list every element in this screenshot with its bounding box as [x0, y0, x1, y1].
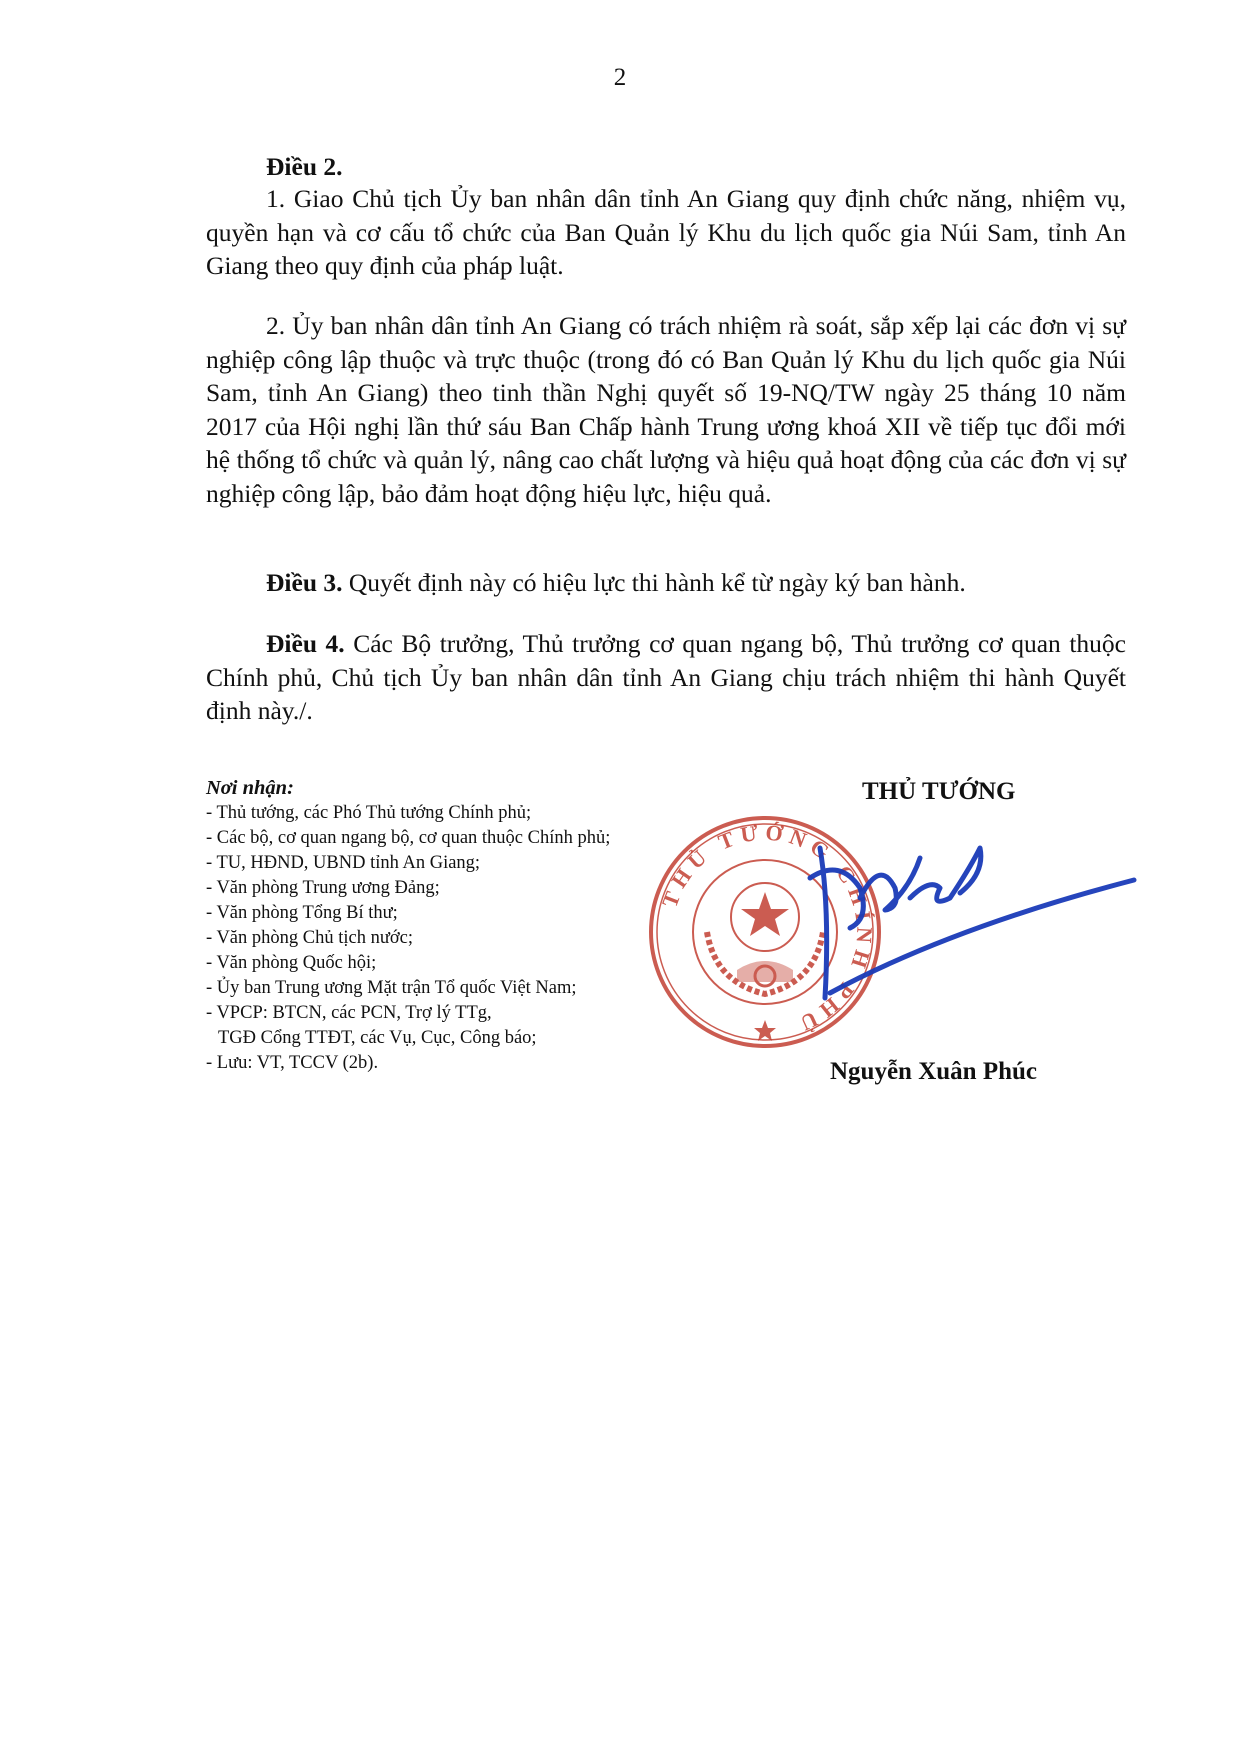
article-4	[206, 627, 1126, 728]
recipient-item: - TU, HĐND, UBND tỉnh An Giang;	[206, 853, 481, 873]
recipient-item: - Các bộ, cơ quan ngang bộ, cơ quan thuộc Chính phủ;	[206, 828, 611, 848]
recipient-item: - Thủ tướng, các Phó Thủ tướng Chính phủ;	[206, 803, 532, 823]
article-2-heading: Điều 2.	[266, 152, 343, 181]
signer-name: Nguyễn Xuân Phúc	[830, 1058, 1037, 1085]
article-3-label: Điều 3.	[266, 568, 343, 597]
signer-title: THỦ TƯỚNG	[862, 778, 1016, 805]
recipient-item: - Ủy ban Trung ương Mặt trận Tổ quốc Việt Nam;	[206, 978, 577, 998]
recipient-item: TGĐ Cổng TTĐT, các Vụ, Cục, Công báo;	[218, 1028, 537, 1048]
recipient-item: - VPCP: BTCN, các PCN, Trợ lý TTg,	[206, 1003, 492, 1023]
article-2-paragraph-1	[206, 182, 1126, 283]
recipient-item: - Văn phòng Chủ tịch nước;	[206, 928, 414, 948]
article-2-paragraph-2-text: 2. Ủy ban nhân dân tỉnh An Giang có trách nhiệm rà soát, sắp xếp lại các đơn vị sự nghiệp công lập thuộc và trực thuộc (trong đó có Ban Quản lý Khu du lịch quốc gia Núi Sam, tỉnh An Giang) theo tinh thần Nghị quyết số 19-NQ/TW ngày 25 tháng 10 năm 2017 của Hội nghị lần thứ sáu Ban Chấp hành Trung ương khoá XII về tiếp tục đổi mới hệ thống tổ chức và quản lý, nâng cao chất lượng và hiệu quả hoạt động của các đơn vị sự nghiệp công lập, bảo đảm hoạt động hiệu lực, hiệu quả.	[206, 311, 1126, 508]
article-2-paragraph-1-text: 1. Giao Chủ tịch Ủy ban nhân dân tỉnh An Giang quy định chức năng, nhiệm vụ, quyền hạn và cơ cấu tổ chức của Ban Quản lý Khu du lịch quốc gia Núi Sam, tỉnh An Giang theo quy định của pháp luật.	[206, 184, 1126, 280]
recipient-item: - Văn phòng Tổng Bí thư;	[206, 903, 398, 923]
article-4-label: Điều 4.	[266, 629, 345, 658]
recipient-item: - Văn phòng Quốc hội;	[206, 953, 377, 973]
seal-text: THỦ TƯỚNG CHÍNH PHỦ	[656, 819, 878, 1039]
recipients-title: Nơi nhận:	[206, 777, 294, 799]
article-3	[206, 566, 1126, 600]
article-2-paragraph-2	[206, 309, 1126, 510]
handwritten-signature	[800, 818, 1140, 1018]
article-3-text: Quyết định này có hiệu lực thi hành kể từ ngày ký ban hành.	[342, 568, 966, 597]
page-number: 2	[613, 64, 627, 91]
article-4-text: Các Bộ trưởng, Thủ trưởng cơ quan ngang bộ, Thủ trưởng cơ quan thuộc Chính phủ, Chủ tịch Ủy ban nhân dân tỉnh An Giang chịu trách nhiệm thi hành Quyết định này./.	[206, 629, 1126, 725]
recipients-block	[206, 776, 706, 1076]
recipient-item: - Lưu: VT, TCCV (2b).	[206, 1053, 379, 1073]
recipient-item: - Văn phòng Trung ương Đảng;	[206, 878, 440, 898]
